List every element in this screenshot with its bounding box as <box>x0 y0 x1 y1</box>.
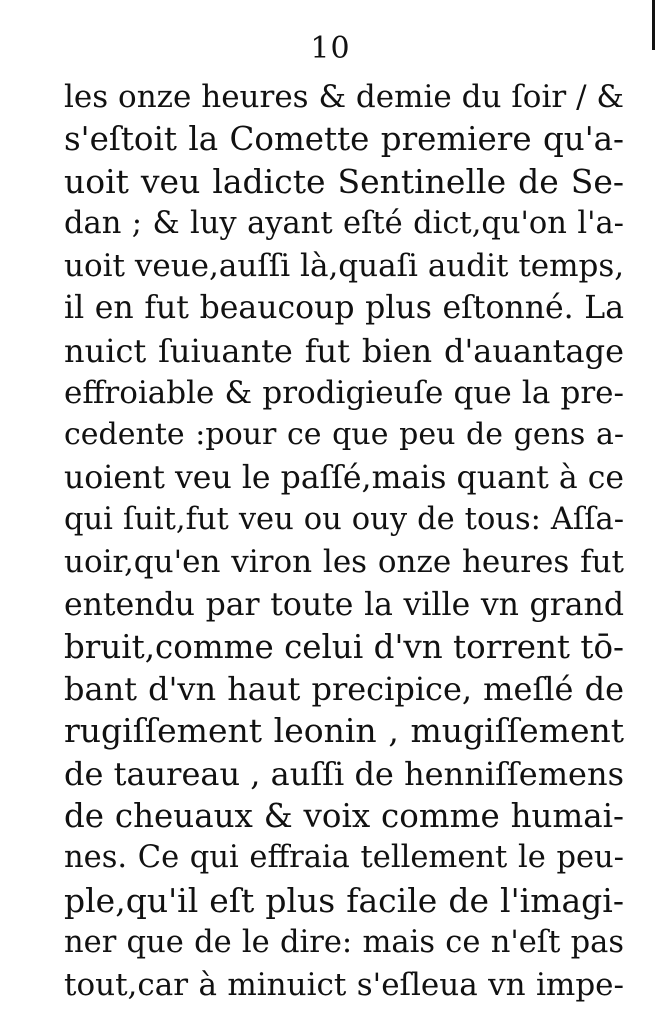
text-line: ner que de le dire: mais ce n'eſt pas <box>64 924 624 960</box>
text-line: de taureau , auſſi de henniſſemens <box>64 754 624 793</box>
text-line: uoir,qu'en viron les onze heures fut <box>64 544 624 581</box>
text-line: qui ſuit,fut veu ou ouy de tous: Aſſa- <box>64 501 624 537</box>
text-line: uoit veu ladicte Sentinelle de Se- <box>64 161 624 201</box>
text-line: les onze heures & demie du ſoir / & <box>64 79 624 115</box>
text-line: il en fut beaucoup plus eſtonné. La <box>64 290 624 327</box>
text-line: bruit,comme celui d'vn torrent tō- <box>64 627 624 666</box>
text-line: rugiſſement leonin , mugiſſement <box>64 711 624 751</box>
text-line: nuict ſuiuante fut bien d'auantage <box>64 331 624 370</box>
text-line: s'eſtoit la Comette premiere qu'a- <box>64 120 624 159</box>
text-line: bant d'vn haut precipice, meſlé de <box>64 670 624 709</box>
page-number: 10 <box>310 31 351 66</box>
body-text <box>64 76 624 1007</box>
text-line: cedente :pour ce que peu de gens a- <box>64 417 624 453</box>
text-line: uoit veue,auſſi là,quaſi audit temps, <box>64 248 625 285</box>
text-line: dan ; & luy ayant eſté dict,qu'on l'a- <box>64 205 624 241</box>
text-line: tout,car à minuict s'eſleua vn impe- <box>64 967 624 1004</box>
text-line: effroiable & prodigieuſe que la pre- <box>64 375 624 412</box>
text-line: entendu par toute la ville vn grand <box>64 586 624 623</box>
text-line: ple,qu'il eſt plus facile de l'imagi- <box>64 880 624 920</box>
text-line: de cheuaux & voix comme humai- <box>64 797 624 836</box>
text-line: uoient veu le paſſé,mais quant à ce <box>64 459 624 496</box>
text-line: nes. Ce qui effraia tellement le peu- <box>64 840 624 876</box>
